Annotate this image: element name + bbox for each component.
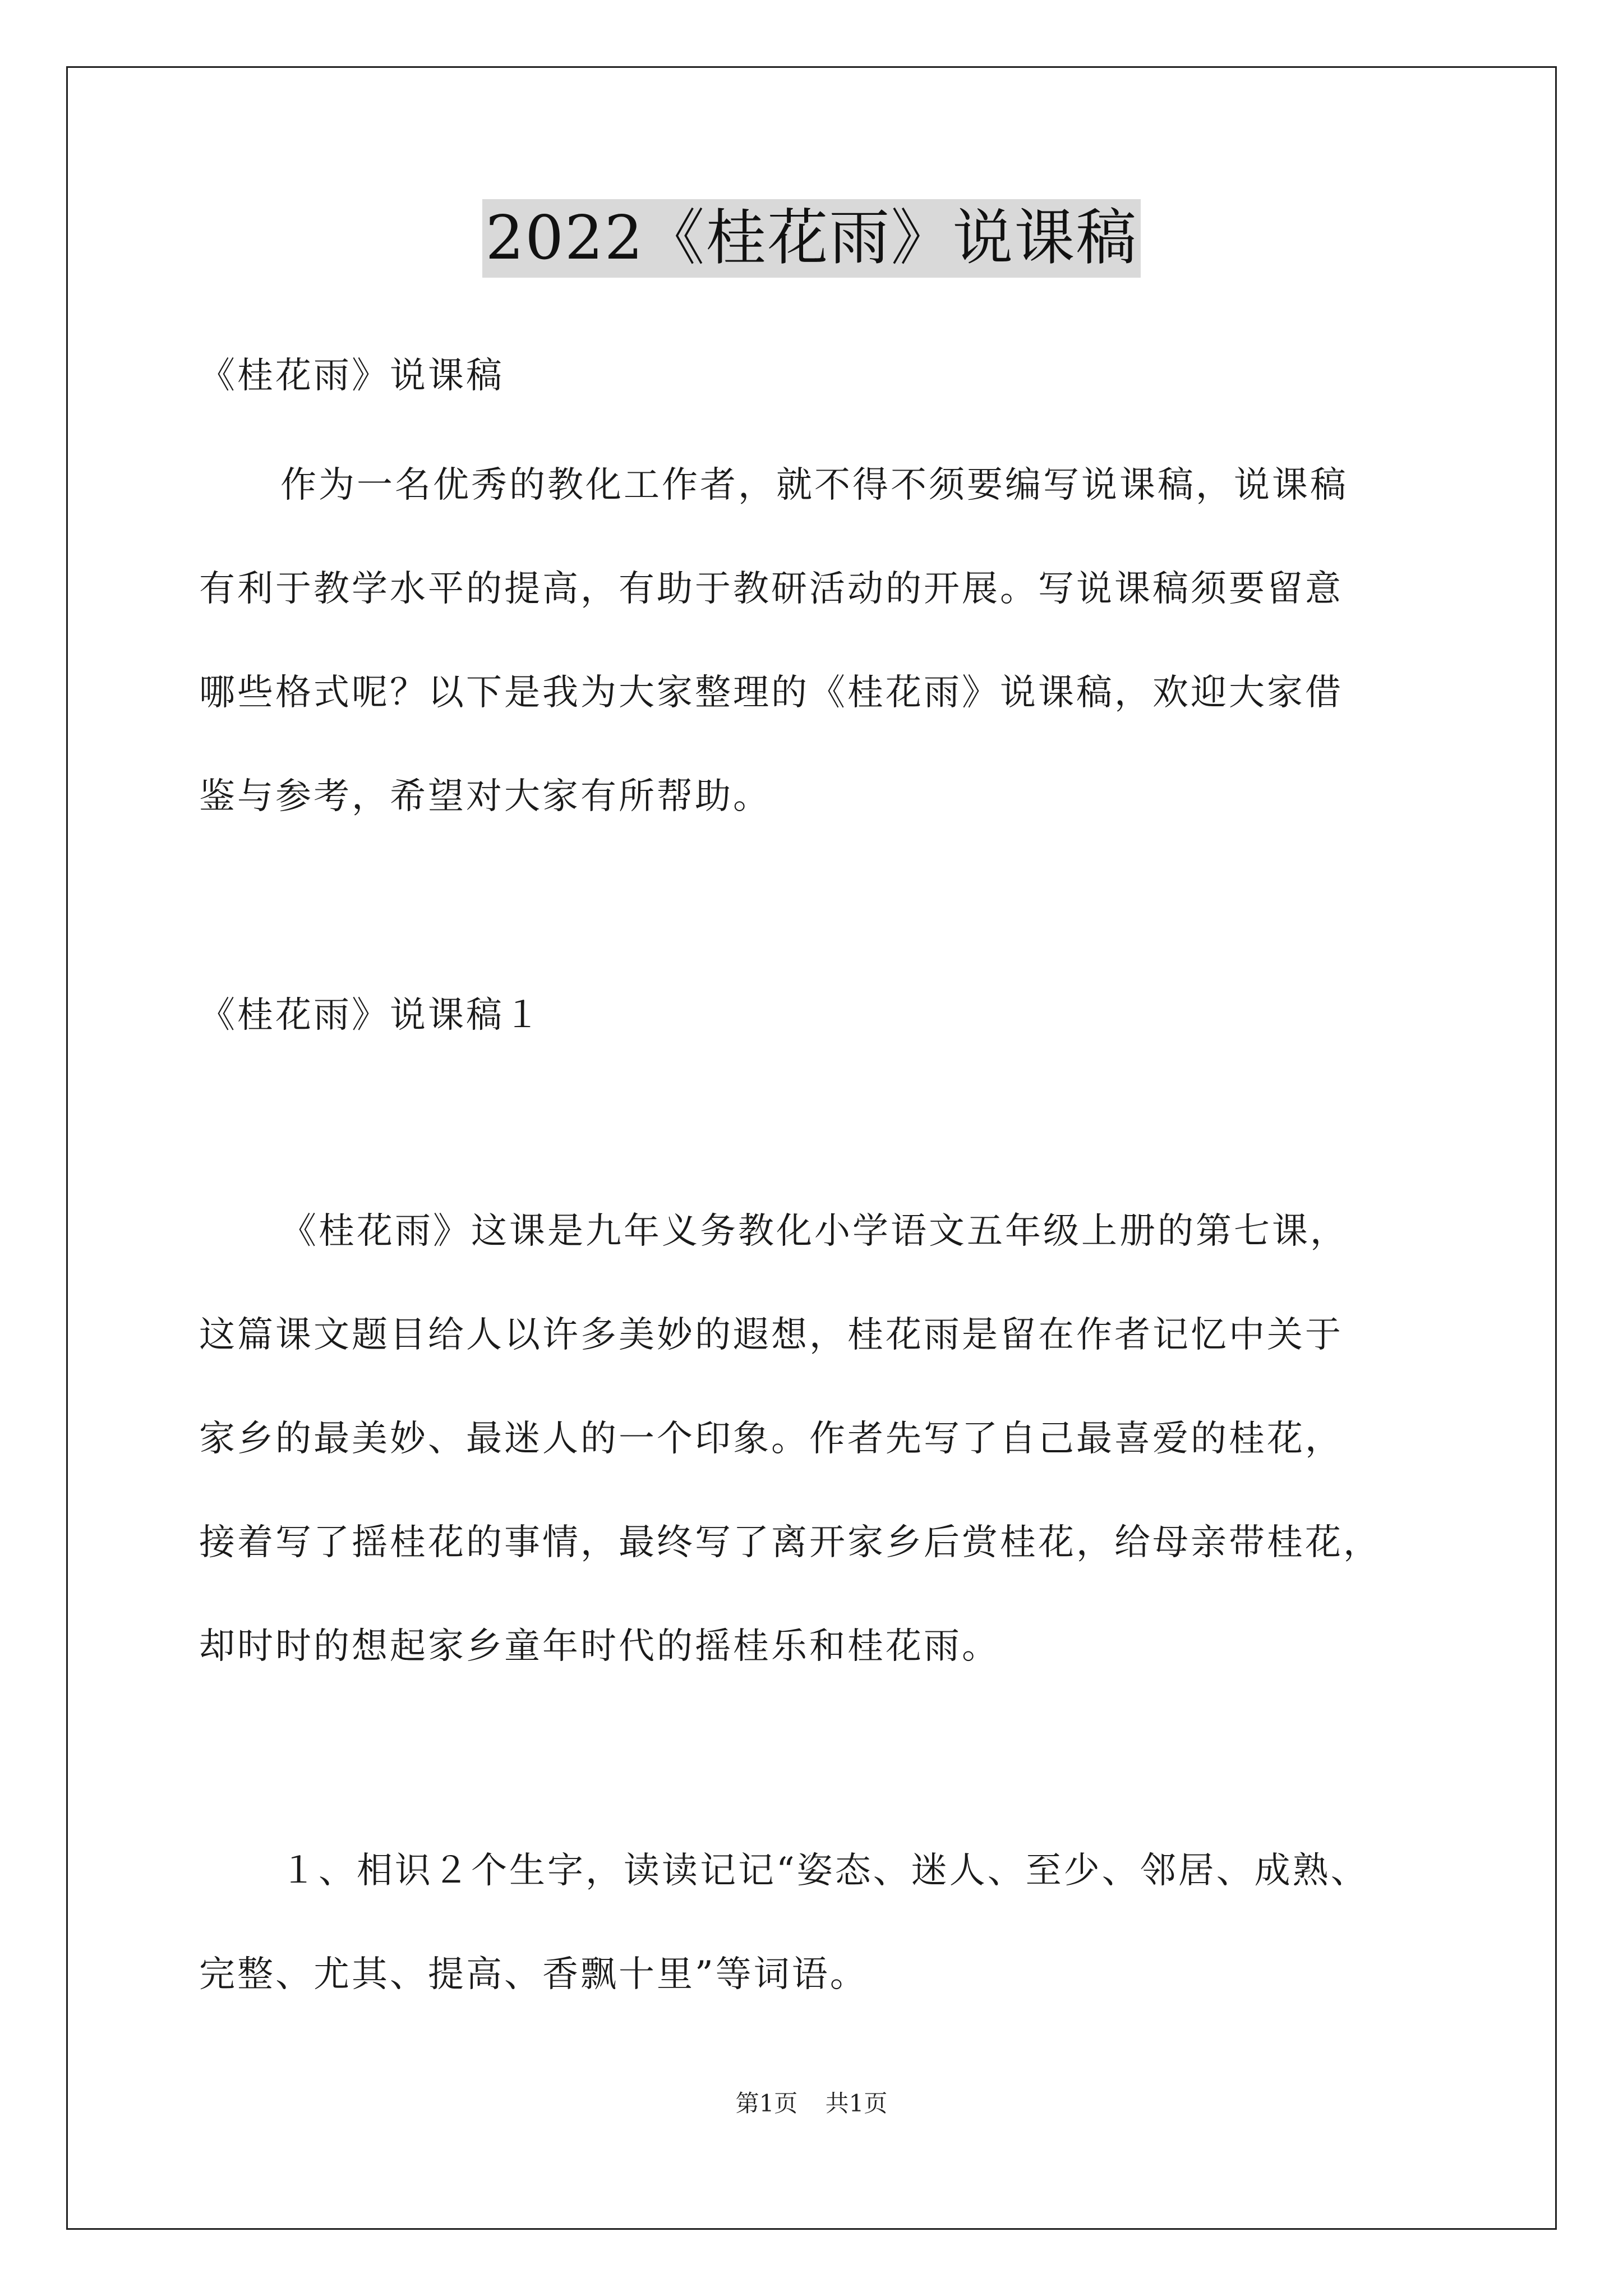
paragraph-line: 完整、尤其、提高、香飘十里”等词语。: [199, 1954, 868, 1995]
paragraph-line: 有利于教学水平的提高，有助于教研活动的开展。写说课稿须要留意: [199, 568, 1343, 610]
title-container: [0, 199, 1623, 278]
paragraph-line: 《桂花雨》这课是九年义务教化小学语文五年级上册的第七课，: [280, 1211, 1348, 1252]
section-heading: 《桂花雨》说课稿１: [199, 995, 542, 1036]
document-title: 2022《桂花雨》说课稿: [482, 199, 1141, 278]
page-number: 第1页: [735, 2090, 798, 2117]
page-total: 共1页: [825, 2090, 888, 2117]
paragraph-line: 鉴与参考，希望对大家有所帮助。: [199, 776, 771, 817]
paragraph-line: 作为一名优秀的教化工作者，就不得不须要编写说课稿，说课稿: [280, 464, 1348, 506]
paragraph-line: 接着写了摇桂花的事情，最终写了离开家乡后赏桂花，给母亲带桂花，: [199, 1522, 1381, 1563]
page-footer: [0, 2088, 1623, 2119]
paragraph-line: 却时时的想起家乡童年时代的摇桂乐和桂花雨。: [199, 1626, 1000, 1667]
paragraph-line: １、相识２个生字，读读记记“姿态、迷人、至少、邻居、成熟、: [280, 1850, 1369, 1892]
subtitle: 《桂花雨》说课稿: [199, 355, 504, 397]
paragraph-line: 家乡的最美妙、最迷人的一个印象。作者先写了自己最喜爱的桂花，: [199, 1418, 1343, 1460]
paragraph-line: 哪些格式呢？以下是我为大家整理的《桂花雨》说课稿，欢迎大家借: [199, 672, 1343, 714]
paragraph-line: 这篇课文题目给人以许多美妙的遐想，桂花雨是留在作者记忆中关于: [199, 1314, 1343, 1356]
